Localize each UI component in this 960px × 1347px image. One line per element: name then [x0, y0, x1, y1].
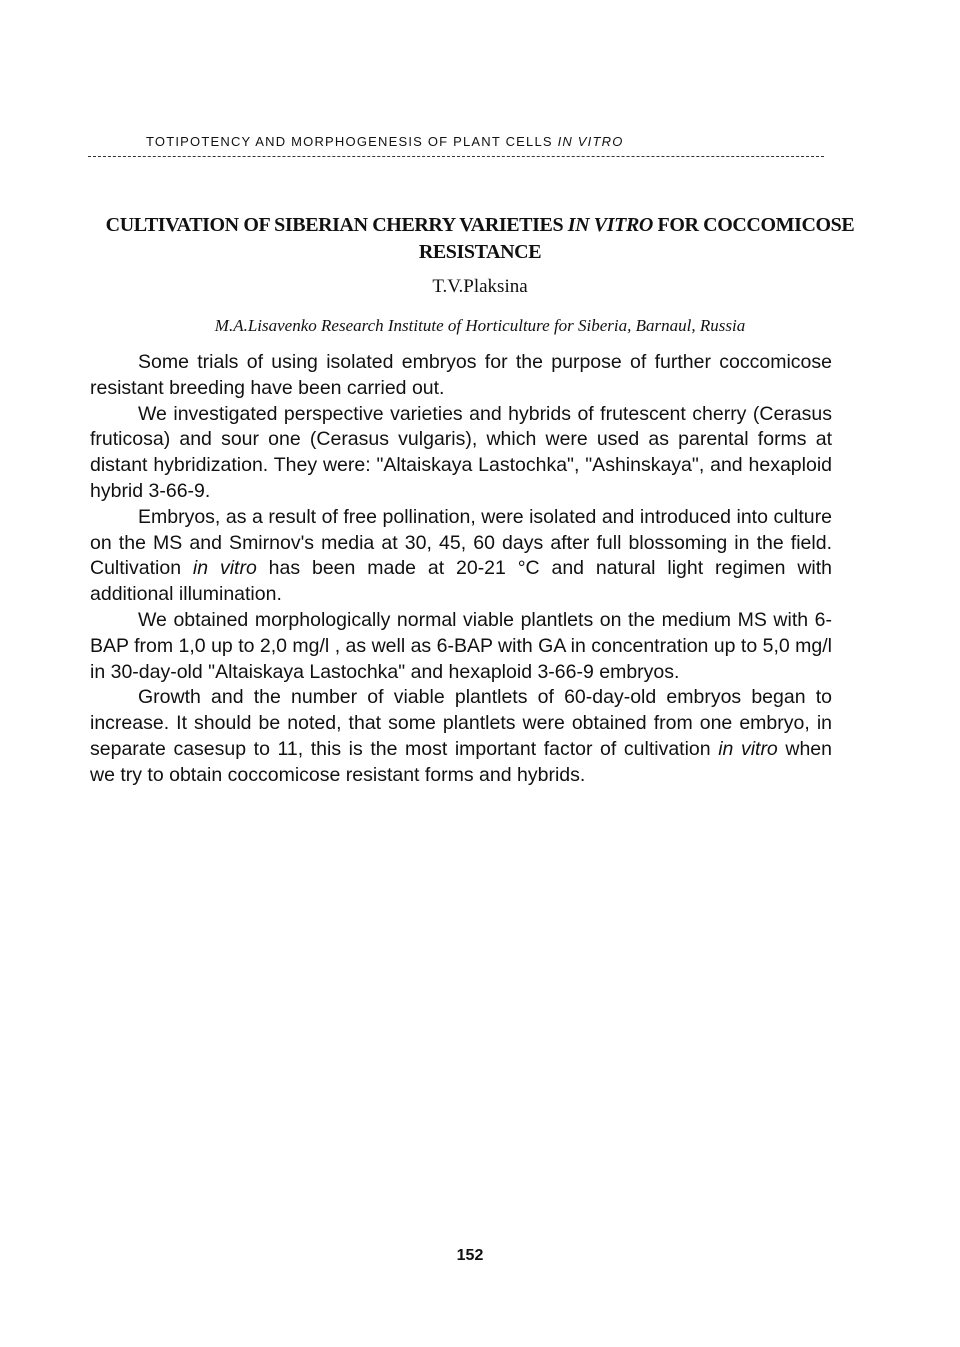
author: T.V.Plaksina	[432, 276, 528, 297]
paragraph-4: We obtained morphologically normal viable plantlets on the medium MS with 6-BAP from 1,0 up to 2,0 mg/l , as well as 6-BAP with GA in concentration up to 5,0 mg/l in 30-day-old "Altaiskaya Lastochka" and hexaploid 3-66-9 embryos.	[90, 608, 832, 683]
paragraph-1: Some trials of using isolated embryos for the purpose of further coccomicose resistant breeding have been carried out.	[90, 351, 832, 399]
article-title: CULTIVATION OF SIBERIAN CHERRY VARIETIES IN VITRO FOR COCCOMICOSE RESISTANCE	[105, 214, 855, 263]
article-body	[90, 350, 832, 789]
paragraph-3: Embryos, as a result of free pollination, were isolated and introduced into culture on the MS and Smirnov's media at 30, 45, 60 days after full blossoming in the field. Cultivation in vitro has been made at 20-21 °C and natural light regimen with additional illumination.	[90, 505, 832, 606]
page-number: 152	[456, 1247, 484, 1264]
affiliation: M.A.Lisavenko Research Institute of Horticulture for Siberia, Barnaul, Russia	[214, 316, 746, 335]
running-head-text: TOTIPOTENCY AND MORPHOGENESIS OF PLANT CELLS IN VITRO	[146, 134, 624, 149]
running-head-italic: IN VITRO	[557, 134, 624, 149]
paragraph-2: We investigated perspective varieties and hybrids of frutescent cherry (Cerasus fruticosa) and sour one (Cerasus vulgaris), which were used as parental forms at distant hybridization. They were: "Altaiskaya Lastochka", "Ashinskaya", and hexaploid hybrid 3-66-9.	[90, 402, 832, 502]
running-head	[88, 134, 824, 157]
paragraph-5: Growth and the number of viable plantlets of 60-day-old embryos began to increase. It should be noted, that some plantlets were obtained from one embryo, in separate casesup to 11, this is the most important factor of cultivation in vitro when we try to obtain coccomicose resistant forms and hybrids.	[90, 686, 832, 786]
title-italic: IN VITRO	[567, 214, 653, 236]
